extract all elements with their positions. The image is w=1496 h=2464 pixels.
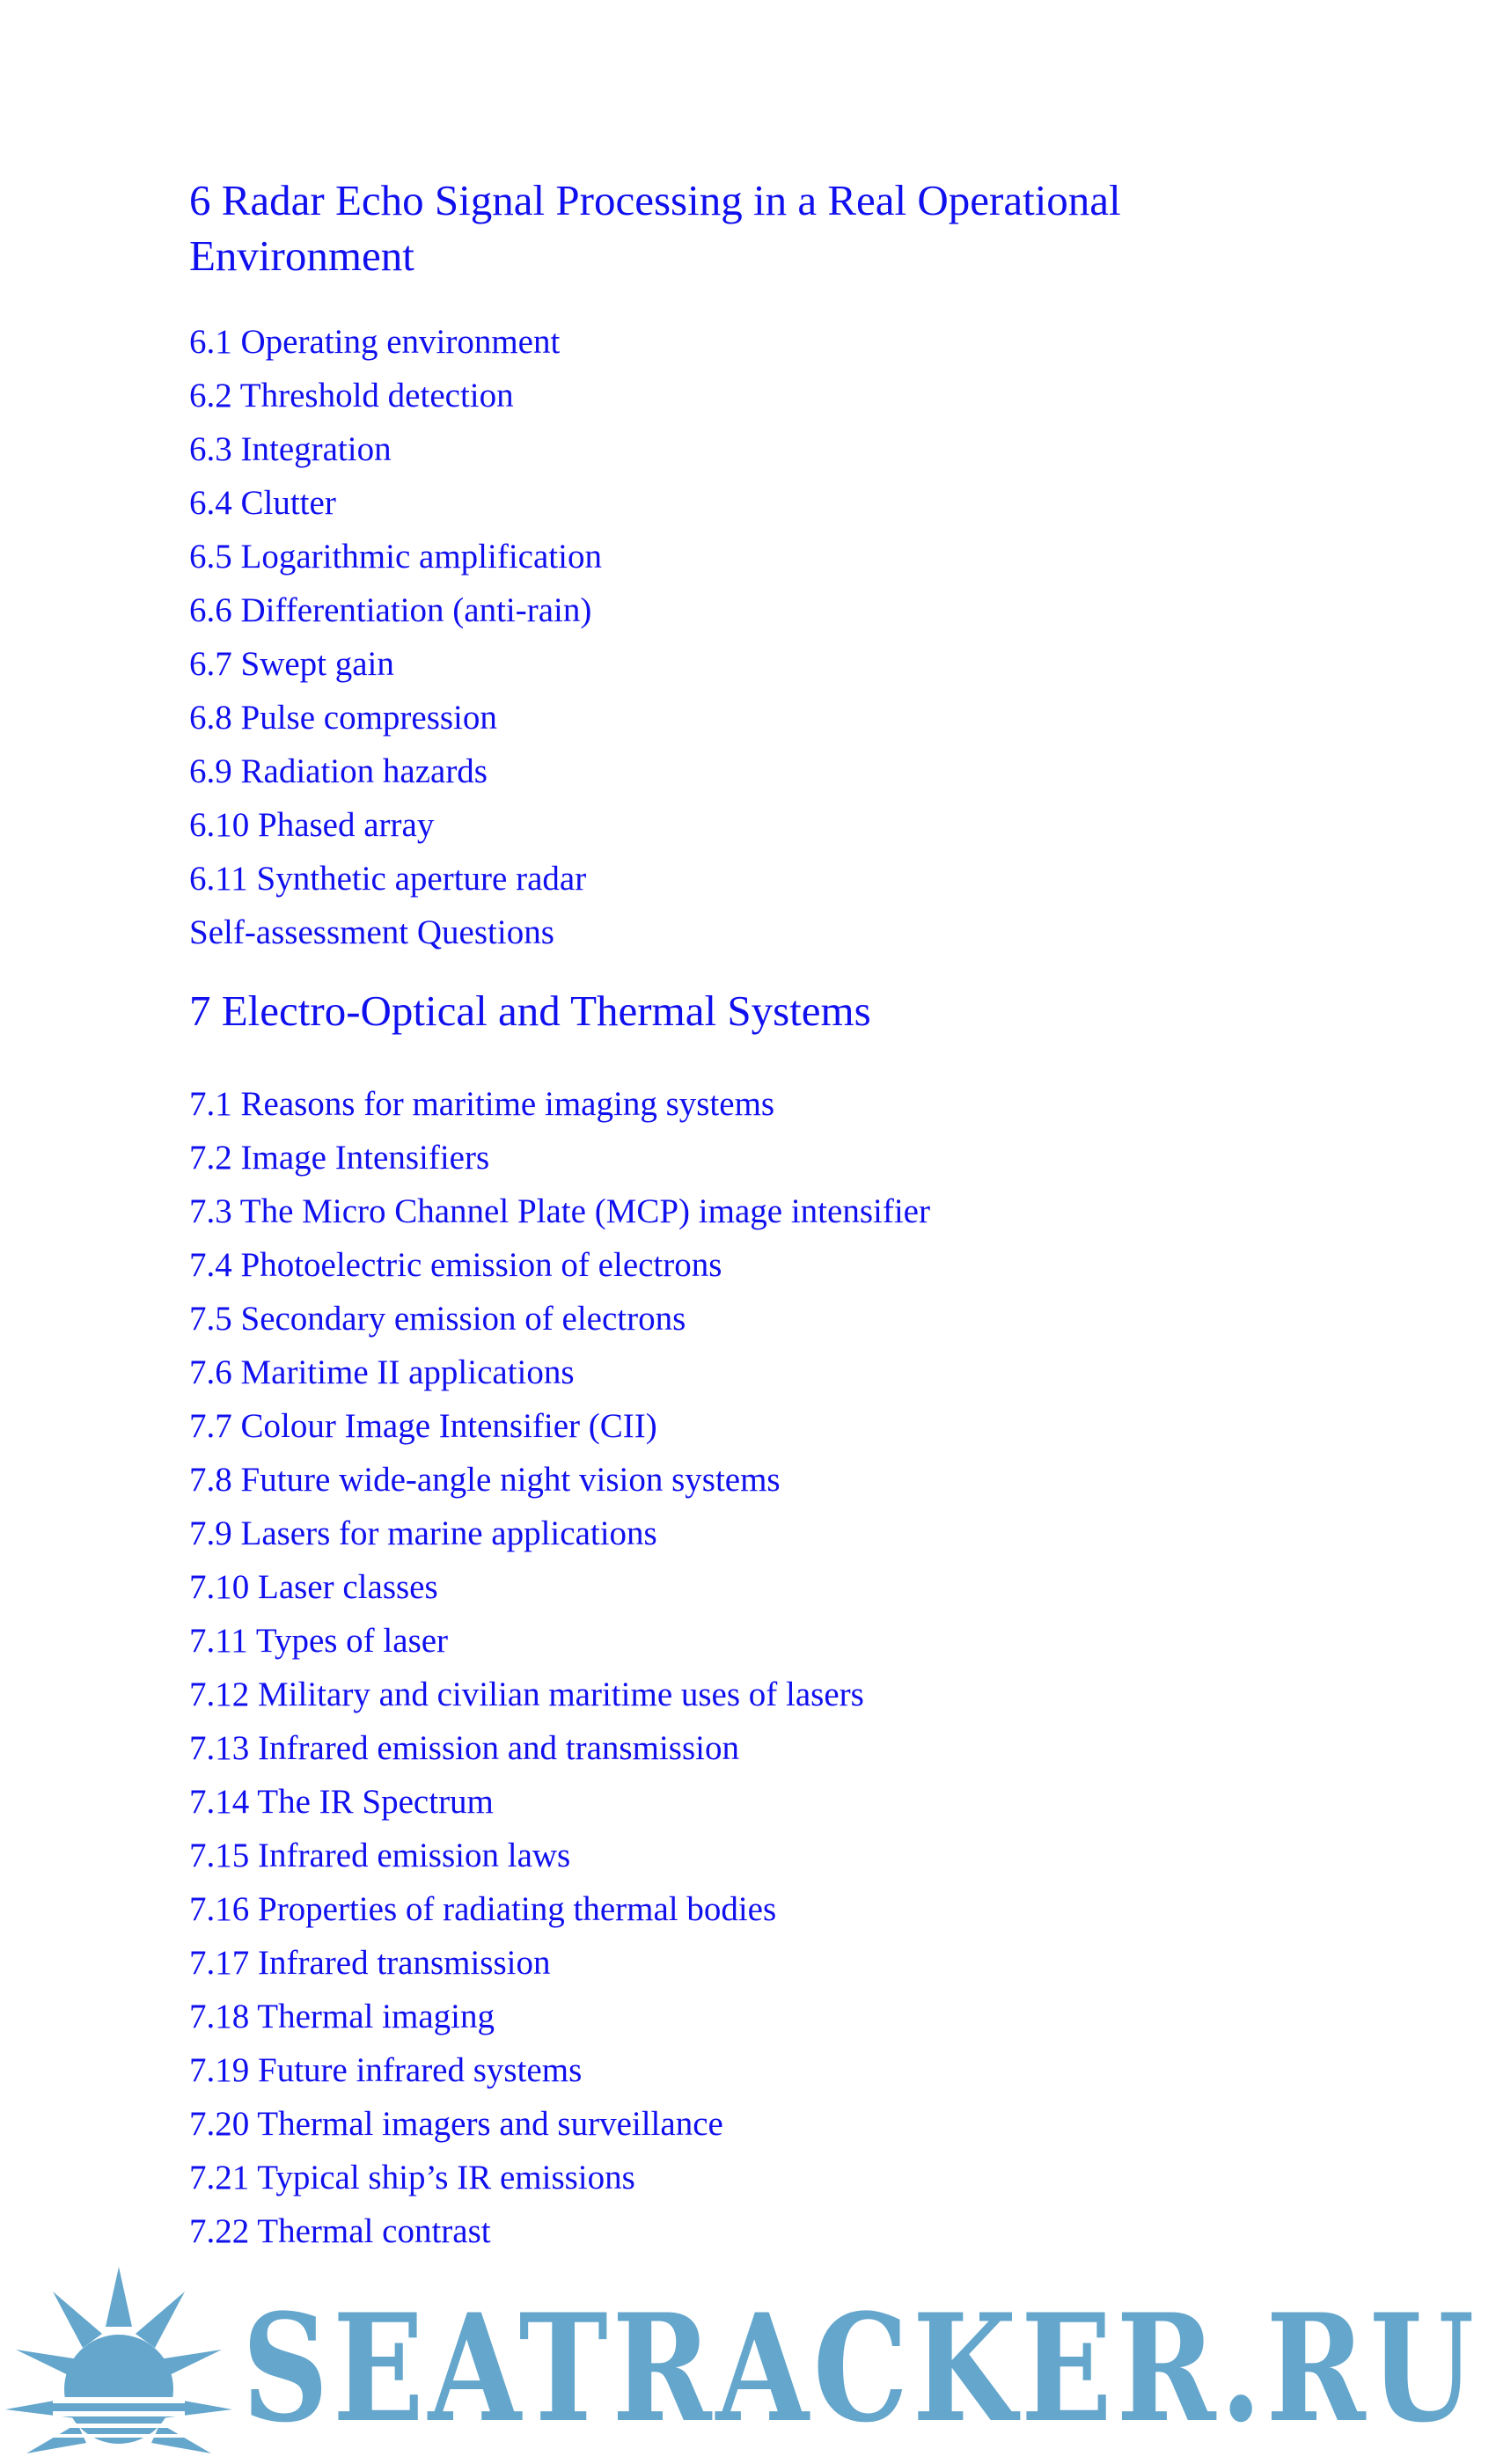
toc-entry-6-10[interactable]: 6.10 Phased array — [189, 806, 435, 844]
toc-entry-7-18[interactable]: 7.18 Thermal imaging — [189, 1998, 495, 2035]
toc-entry-7-6[interactable]: 7.6 Maritime II applications — [189, 1353, 575, 1391]
toc-entry-7-17[interactable]: 7.17 Infrared transmission — [189, 1944, 551, 1982]
toc-entry-7-9[interactable]: 7.9 Lasers for marine applications — [189, 1514, 657, 1552]
toc-entry-7-14[interactable]: 7.14 The IR Spectrum — [189, 1783, 494, 1821]
toc-entry-7-3[interactable]: 7.3 The Micro Channel Plate (MCP) image intensifier — [189, 1192, 930, 1230]
toc-entry-7-22[interactable]: 7.22 Thermal contrast — [189, 2212, 491, 2250]
toc-entry-7-7[interactable]: 7.7 Colour Image Intensifier (CII) — [189, 1407, 657, 1445]
toc-entry-7-20[interactable]: 7.20 Thermal imagers and surveillance — [189, 2105, 723, 2143]
toc-entry-6-5[interactable]: 6.5 Logarithmic amplification — [189, 538, 602, 576]
toc-entry-7-5[interactable]: 7.5 Secondary emission of electrons — [189, 1300, 686, 1338]
toc-entry-7-21[interactable]: 7.21 Typical ship’s IR emissions — [189, 2159, 635, 2196]
toc-entry-7-19[interactable]: 7.19 Future infrared systems — [189, 2051, 583, 2089]
chapter-6-title-link[interactable]: 6 Radar Echo Signal Processing in a Real Operational Environment — [189, 176, 1121, 280]
toc-entry-6-6[interactable]: 6.6 Differentiation (anti-rain) — [189, 591, 592, 629]
chapter-6-section-list — [189, 315, 1333, 959]
toc-entry-6-self-assessment[interactable]: Self-assessment Questions — [189, 913, 554, 951]
toc-entry-7-13[interactable]: 7.13 Infrared emission and transmission — [189, 1729, 739, 1767]
watermark — [0, 2235, 1496, 2464]
sun-over-sea-icon — [5, 2267, 232, 2453]
toc-entry-7-2[interactable]: 7.2 Image Intensifiers — [189, 1139, 490, 1177]
toc-entry-7-1[interactable]: 7.1 Reasons for maritime imaging systems — [189, 1085, 775, 1123]
toc-entry-7-16[interactable]: 7.16 Properties of radiating thermal bodies — [189, 1890, 777, 1928]
watermark-text: SEATRACKER.RU — [242, 2281, 1478, 2455]
toc-entry-6-11[interactable]: 6.11 Synthetic aperture radar — [189, 860, 587, 898]
table-of-contents — [189, 172, 1333, 2258]
toc-entry-7-12[interactable]: 7.12 Military and civilian maritime uses of lasers — [189, 1676, 864, 1713]
toc-entry-7-4[interactable]: 7.4 Photoelectric emission of electrons — [189, 1246, 722, 1284]
chapter-7-title-link[interactable]: 7 Electro-Optical and Thermal Systems — [189, 986, 871, 1035]
toc-entry-6-2[interactable]: 6.2 Threshold detection — [189, 377, 514, 414]
toc-entry-7-10[interactable]: 7.10 Laser classes — [189, 1568, 438, 1606]
toc-entry-6-8[interactable]: 6.8 Pulse compression — [189, 699, 497, 737]
toc-entry-6-3[interactable]: 6.3 Integration — [189, 430, 392, 468]
toc-entry-7-8[interactable]: 7.8 Future wide-angle night vision systems — [189, 1461, 781, 1499]
toc-entry-6-4[interactable]: 6.4 Clutter — [189, 484, 336, 522]
toc-entry-6-9[interactable]: 6.9 Radiation hazards — [189, 752, 488, 790]
toc-entry-6-1[interactable]: 6.1 Operating environment — [189, 323, 561, 361]
toc-entry-7-11[interactable]: 7.11 Types of laser — [189, 1622, 449, 1660]
toc-entry-7-15[interactable]: 7.15 Infrared emission laws — [189, 1837, 571, 1874]
toc-entry-6-7[interactable]: 6.7 Swept gain — [189, 645, 394, 683]
chapter-7-section-list — [189, 1077, 1333, 2258]
